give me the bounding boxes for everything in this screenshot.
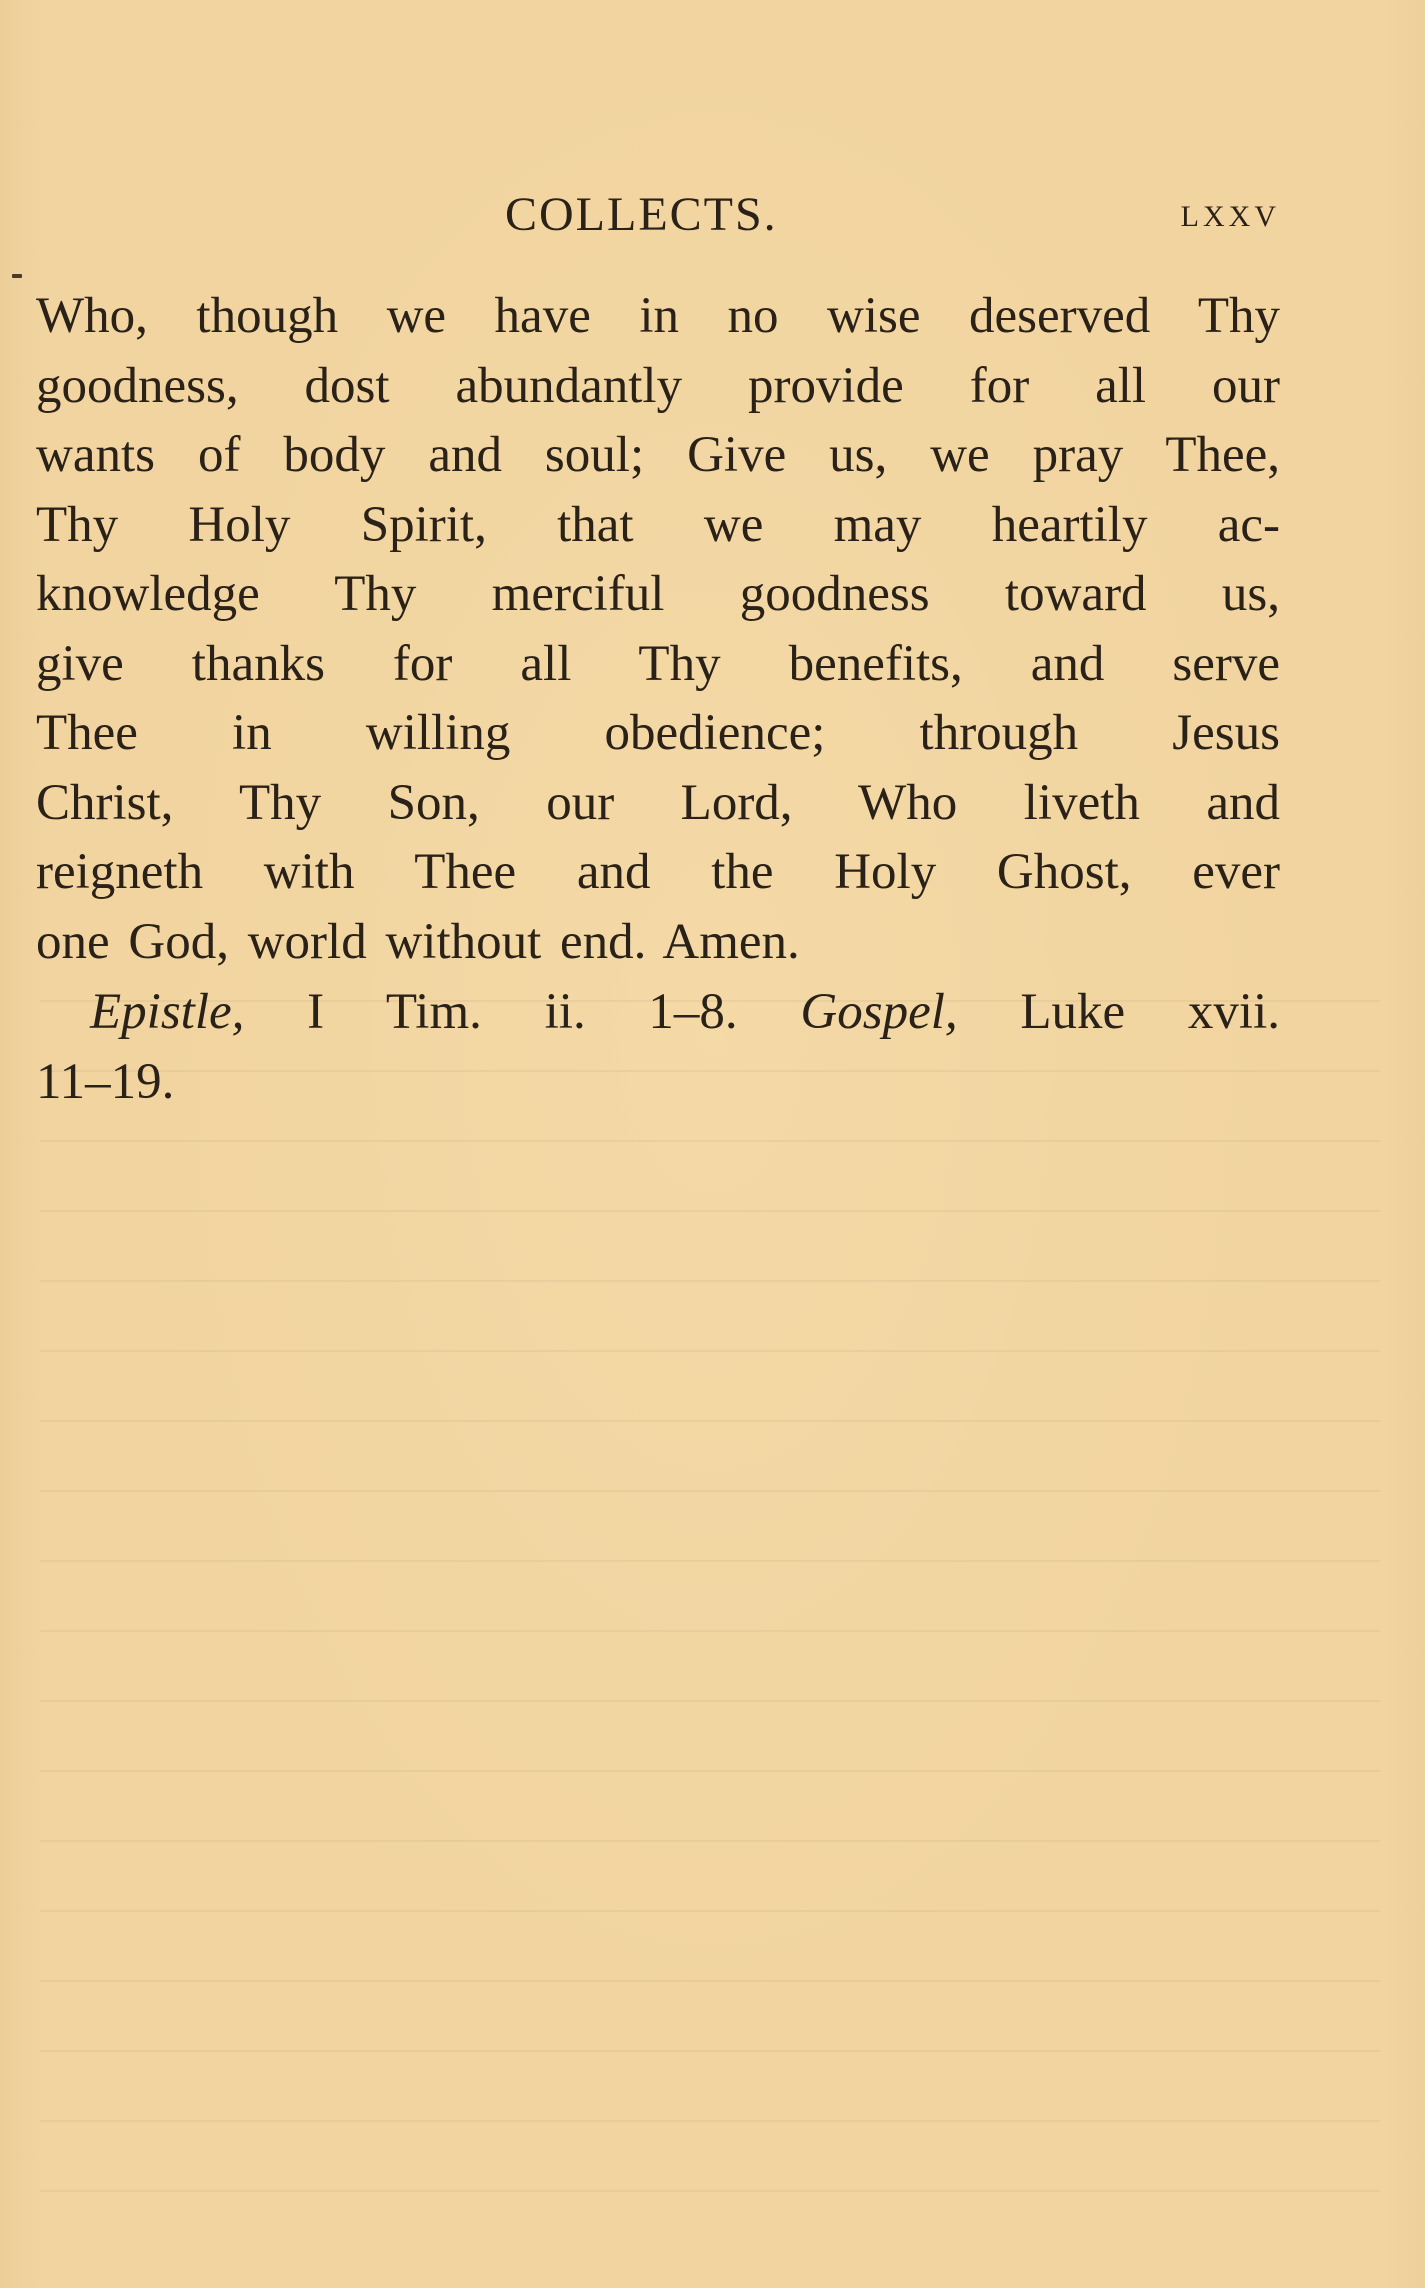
gospel-reference: Luke xvii. xyxy=(1020,984,1280,1040)
scripture-readings xyxy=(36,978,1280,1117)
collect-text xyxy=(36,282,1280,977)
collect-line: goodness, dost abundantly provide for all our xyxy=(36,357,1280,414)
page-number: LXXV xyxy=(1180,200,1280,233)
gospel-label: Gospel, xyxy=(800,984,958,1040)
collect-line: Thy Holy Spirit, that we may heartily ac- xyxy=(36,496,1280,553)
collect-line: Who, though we have in no wise deserved Thy xyxy=(36,288,1280,344)
collect-line: Christ, Thy Son, our Lord, Who liveth and xyxy=(36,774,1280,831)
epistle-label: Epistle, xyxy=(90,984,245,1040)
epistle-reference: I Tim. ii. 1–8. xyxy=(307,984,738,1040)
collect-line: reigneth with Thee and the Holy Ghost, ever xyxy=(36,844,1280,900)
page-header xyxy=(0,185,1425,245)
gospel-reference-continued: 11–19. xyxy=(36,1053,175,1110)
collect-line-final: one God, world without end. Amen. xyxy=(36,913,800,970)
readings-line xyxy=(36,978,1280,1048)
collect-line: knowledge Thy merciful goodness toward us, xyxy=(36,566,1280,622)
margin-mark xyxy=(12,274,22,278)
collect-line: Thee in willing obedience; through Jesus xyxy=(36,705,1280,761)
collect-line: wants of body and soul; Give us, we pray Thee, xyxy=(36,427,1280,483)
collect-line: give thanks for all Thy benefits, and serve xyxy=(36,635,1280,692)
bleed-through-texture xyxy=(40,1000,1380,2250)
running-title: COLLECTS. xyxy=(505,188,778,241)
